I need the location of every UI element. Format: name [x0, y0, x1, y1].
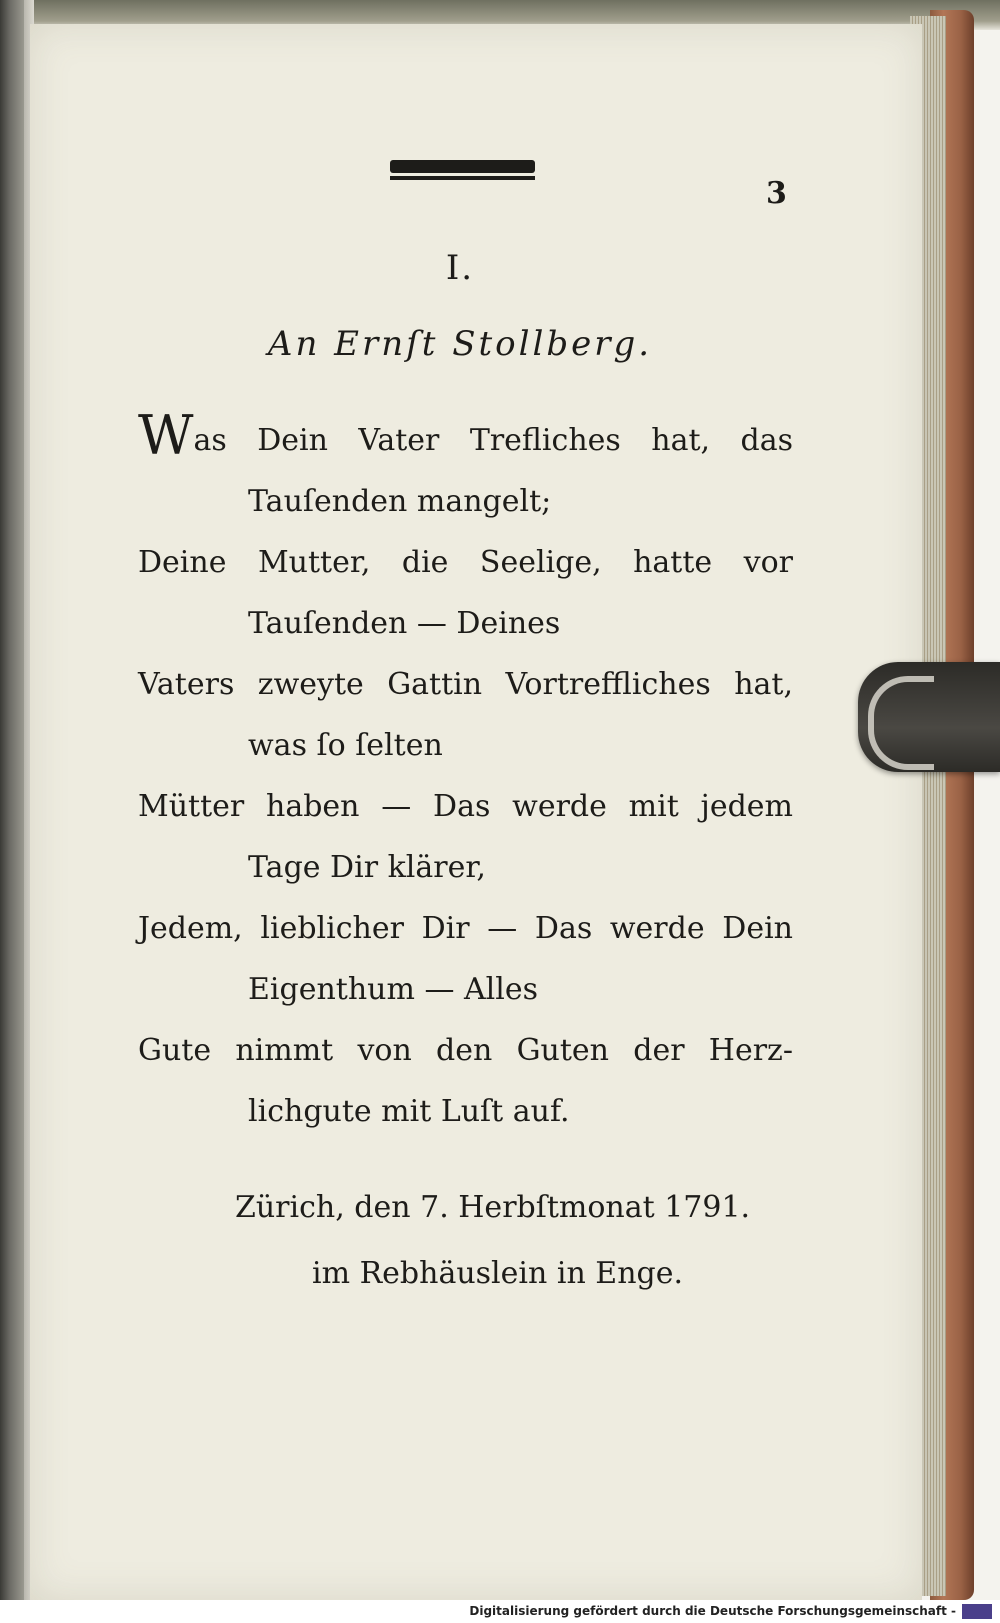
- left-page-shadow: [0, 0, 24, 1600]
- dfg-logo: [962, 1604, 992, 1619]
- poem-line: was ſo ſelten: [248, 728, 443, 763]
- poem-line: Jedem, lieblicher Dir — Das werde Dein: [138, 911, 793, 946]
- poem-line: Tauſenden mangelt;: [248, 484, 552, 519]
- poem-body: [138, 404, 793, 1142]
- poem-line: Tauſenden — Deines: [248, 606, 561, 641]
- decorative-rule: [390, 160, 535, 173]
- drop-cap: W: [138, 404, 194, 467]
- date-line: Zürich, den 7. Herbſtmonat 1791.: [235, 1190, 751, 1225]
- poem-line: Tage Dir klärer,: [248, 850, 486, 885]
- poem-line: lichgute mit Luſt auf.: [248, 1094, 570, 1129]
- place-line: im Rebhäuslein in Enge.: [312, 1256, 684, 1291]
- poem-line: Vaters zweyte Gattin Vortreffliches hat,: [138, 667, 793, 702]
- digitization-credit: Digitalisierung gefördert durch die Deutsche Forschungsgemeinschaft -: [469, 1604, 956, 1618]
- poem-line: Mütter haben — Das werde mit jedem: [138, 789, 793, 824]
- page-number: 3: [766, 176, 787, 211]
- poem-line: Deine Mutter, die Seelige, hatte vor: [138, 545, 793, 580]
- poem-heading: An Ernſt Stollberg.: [267, 324, 653, 364]
- poem-line: Eigenthum — Alles: [248, 972, 538, 1007]
- page-clip: [858, 662, 1000, 772]
- poem-line-text: as Dein Vater Trefliches hat, das: [193, 423, 793, 458]
- poem-line: [138, 404, 793, 471]
- poem-numeral: I.: [445, 248, 475, 288]
- poem-line: Gute nimmt von den Guten der Herz-: [138, 1033, 793, 1068]
